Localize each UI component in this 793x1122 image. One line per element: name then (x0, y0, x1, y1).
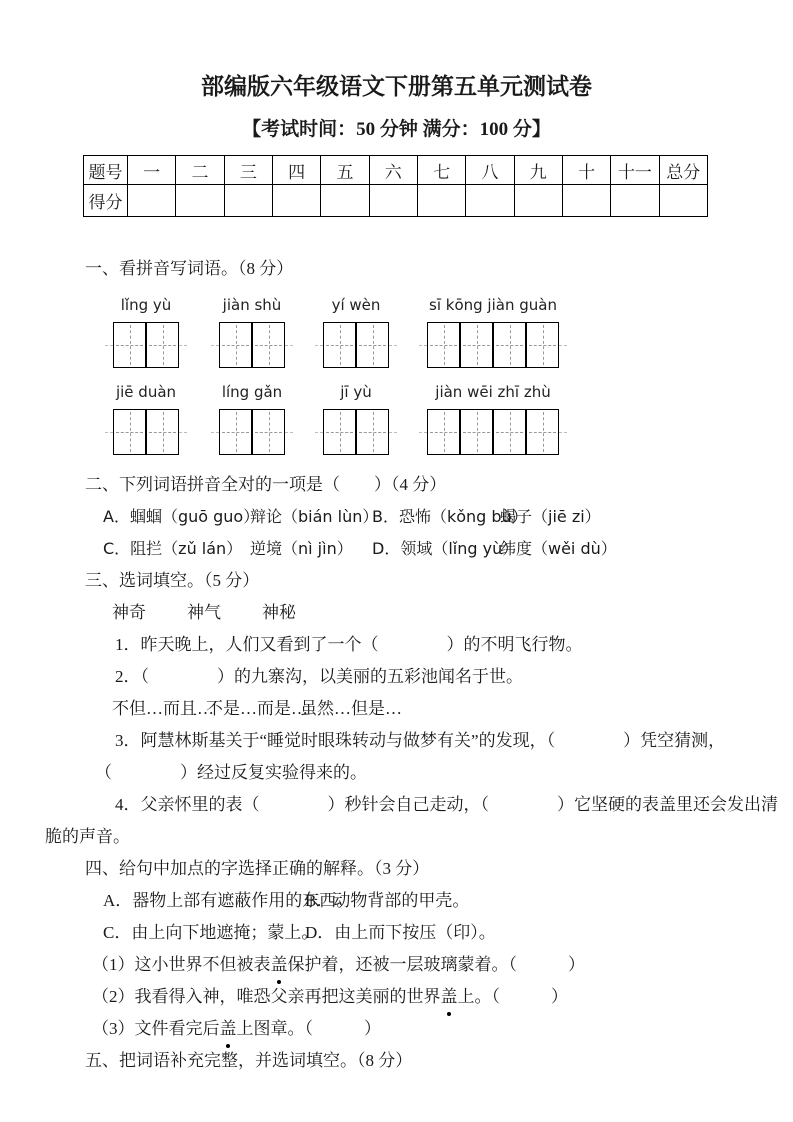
pinyin-word-row (45, 295, 748, 368)
score-cell[interactable] (176, 185, 224, 217)
tianzige-box[interactable] (460, 409, 493, 455)
emphasized-char: 盖 (441, 981, 458, 1013)
score-cell[interactable] (272, 185, 320, 217)
definition-a: A．器物上部有遮蔽作用的东西。 (103, 891, 354, 910)
pinyin-label: líng gǎn (221, 383, 283, 401)
pinyin-label: jiē duàn (115, 383, 177, 401)
definition-b: B．动物背部的甲壳。 (305, 891, 470, 910)
score-table-header-cell: 三 (224, 156, 272, 185)
exam-info: 【考试时间：50 分钟 满分：100 分】 (242, 119, 551, 140)
score-table-header-row (84, 156, 708, 185)
score-table-header-cell: 题号 (84, 156, 128, 185)
tianzige-box[interactable] (323, 409, 356, 455)
score-cell[interactable] (369, 185, 417, 217)
tianzige-box[interactable] (526, 322, 559, 368)
pinyin-word (113, 382, 179, 455)
choice-a-word2: 辩论（bián lùn） (250, 507, 379, 526)
choice-b-word2: 蝎子（jiē zi） (500, 507, 601, 526)
pinyin-word (323, 295, 389, 368)
question-text: 上。（ ） (457, 987, 568, 1006)
choice-b: B．恐怖（kǒng bù） (372, 507, 528, 526)
section-3-heading: 三、选词填空。（5 分） (85, 571, 260, 590)
tianzige-box[interactable] (219, 322, 252, 368)
writing-box-group[interactable] (323, 322, 389, 368)
question-text: 保护着，还被一层玻璃蒙着。（ ） (287, 955, 585, 974)
pinyin-word (427, 295, 559, 368)
definition-row-ab (103, 885, 748, 917)
pinyin-word (219, 295, 285, 368)
tianzige-box[interactable] (146, 322, 179, 368)
word-bank-item: 神秘 (262, 603, 296, 622)
pinyin-word (113, 295, 179, 368)
section-4-heading: 四、给句中加点的字选择正确的解释。（3 分） (85, 859, 430, 878)
score-table-header-cell: 六 (369, 156, 417, 185)
section-2-heading: 二、下列词语拼音全对的一项是（ ）（4 分） (85, 475, 447, 494)
question-text: 上图章。（ ） (236, 1019, 381, 1038)
pinyin-word-row (45, 382, 748, 455)
score-table-header-cell: 七 (417, 156, 465, 185)
score-table-header-cell: 总分 (659, 156, 707, 185)
score-table-header-cell: 八 (466, 156, 514, 185)
tianzige-box[interactable] (252, 322, 285, 368)
question-text: （3）文件看完后 (92, 1019, 220, 1038)
definition-row-cd (103, 917, 748, 949)
question-4-1 (92, 949, 748, 981)
tianzige-box[interactable] (460, 322, 493, 368)
tianzige-box[interactable] (427, 322, 460, 368)
score-cell[interactable] (128, 185, 176, 217)
tianzige-box[interactable] (356, 409, 389, 455)
choice-a: A．蝈蝈（guō guo） (103, 507, 260, 526)
question-text: （2）我看得入神，唯恐父亲再把这美丽的世界 (92, 987, 441, 1006)
pinyin-label: jiàn wēi zhī zhù (435, 383, 551, 401)
writing-box-group[interactable] (113, 322, 179, 368)
tianzige-box[interactable] (219, 409, 252, 455)
choice-c: C．阻拦（zǔ lán） (103, 539, 243, 558)
pinyin-label: yí wèn (331, 296, 381, 314)
choice-d-word2: 纬度（wěi dù） (500, 539, 617, 558)
pinyin-label: jī yù (340, 383, 372, 401)
tianzige-box[interactable] (323, 322, 356, 368)
word-bank-item: 不是…而是… (206, 699, 308, 718)
section-1-heading: 一、看拼音写词语。（8 分） (85, 259, 294, 278)
word-bank-item: 神气 (187, 603, 221, 622)
tianzige-box[interactable] (356, 322, 389, 368)
tianzige-box[interactable] (146, 409, 179, 455)
section-5-heading: 五、把词语补充完整，并选词填空。（8 分） (85, 1051, 413, 1070)
writing-box-group[interactable] (219, 409, 285, 455)
choice-d: D．领域（lǐng yù） (372, 539, 519, 558)
question-4-2 (92, 981, 748, 1013)
question-3-2: 2．（ ）的九寨沟，以美丽的五彩池闻名于世。 (115, 667, 523, 686)
score-table (83, 155, 708, 217)
word-bank-item: 神奇 (112, 603, 146, 622)
question-4-3 (92, 1013, 748, 1045)
word-bank-1 (112, 597, 748, 629)
tianzige-box[interactable] (113, 409, 146, 455)
page-title: 部编版六年级语文下册第五单元测试卷 (201, 74, 592, 99)
question-3-1: 1．昨天晚上，人们又看到了一个（ ）的不明飞行物。 (115, 635, 583, 654)
question-3-4-line1: 4．父亲怀里的表（ ）秒针会自己走动，（ ）它坚硬的表盖里还会发出清 (115, 795, 778, 814)
score-cell[interactable] (224, 185, 272, 217)
tianzige-box[interactable] (252, 409, 285, 455)
score-cell[interactable] (611, 185, 659, 217)
writing-box-group[interactable] (113, 409, 179, 455)
writing-box-group[interactable] (427, 322, 559, 368)
writing-box-group[interactable] (323, 409, 389, 455)
score-table-header-cell: 九 (514, 156, 562, 185)
choice-row-ab (103, 501, 748, 533)
word-bank-2 (112, 693, 748, 725)
word-bank-item: 虽然…但是… (300, 699, 402, 718)
score-table-header-cell: 四 (272, 156, 320, 185)
score-cell[interactable] (562, 185, 610, 217)
score-table-header-cell: 十 (562, 156, 610, 185)
pinyin-word (323, 382, 389, 455)
tianzige-box[interactable] (427, 409, 460, 455)
choice-row-cd (103, 533, 748, 565)
score-table-header-cell: 五 (321, 156, 369, 185)
pinyin-label: sī kōng jiàn guàn (429, 296, 557, 314)
score-table-header-cell: 二 (176, 156, 224, 185)
writing-box-group[interactable] (219, 322, 285, 368)
tianzige-box[interactable] (493, 322, 526, 368)
score-row-label: 得分 (84, 185, 128, 217)
tianzige-box[interactable] (526, 409, 559, 455)
pinyin-label: jiàn shù (222, 296, 282, 314)
question-3-3-line1: 3．阿慧林斯基关于“睡觉时眼珠转动与做梦有关”的发现，（ ）凭空猜测， (115, 731, 726, 750)
score-table-score-row (84, 185, 708, 217)
emphasized-char: 盖 (220, 1013, 237, 1045)
pinyin-label: lǐng yù (120, 296, 172, 314)
score-cell[interactable] (514, 185, 562, 217)
tianzige-box[interactable] (113, 322, 146, 368)
score-table-header-cell: 十一 (611, 156, 659, 185)
pinyin-word (427, 382, 559, 455)
question-3-3-line2: （ ）经过反复实验得来的。 (95, 763, 367, 782)
question-3-4-line2: 脆的声音。 (45, 827, 130, 846)
score-table-header-cell: 一 (128, 156, 176, 185)
definition-d: D．由上而下按压（印）。 (305, 923, 496, 942)
score-cell[interactable] (321, 185, 369, 217)
writing-box-group[interactable] (427, 409, 559, 455)
tianzige-box[interactable] (493, 409, 526, 455)
word-bank-item: 不但…而且… (112, 699, 214, 718)
score-cell[interactable] (417, 185, 465, 217)
question-text: （1）这小世界不但被表 (92, 955, 271, 974)
pinyin-word (219, 382, 285, 455)
choice-c-word2: 逆境（nì jìn） (250, 539, 353, 558)
emphasized-char: 盖 (271, 949, 288, 981)
definition-c: C．由上向下地遮掩；蒙上。 (103, 923, 319, 942)
score-cell[interactable] (466, 185, 514, 217)
score-cell[interactable] (659, 185, 707, 217)
